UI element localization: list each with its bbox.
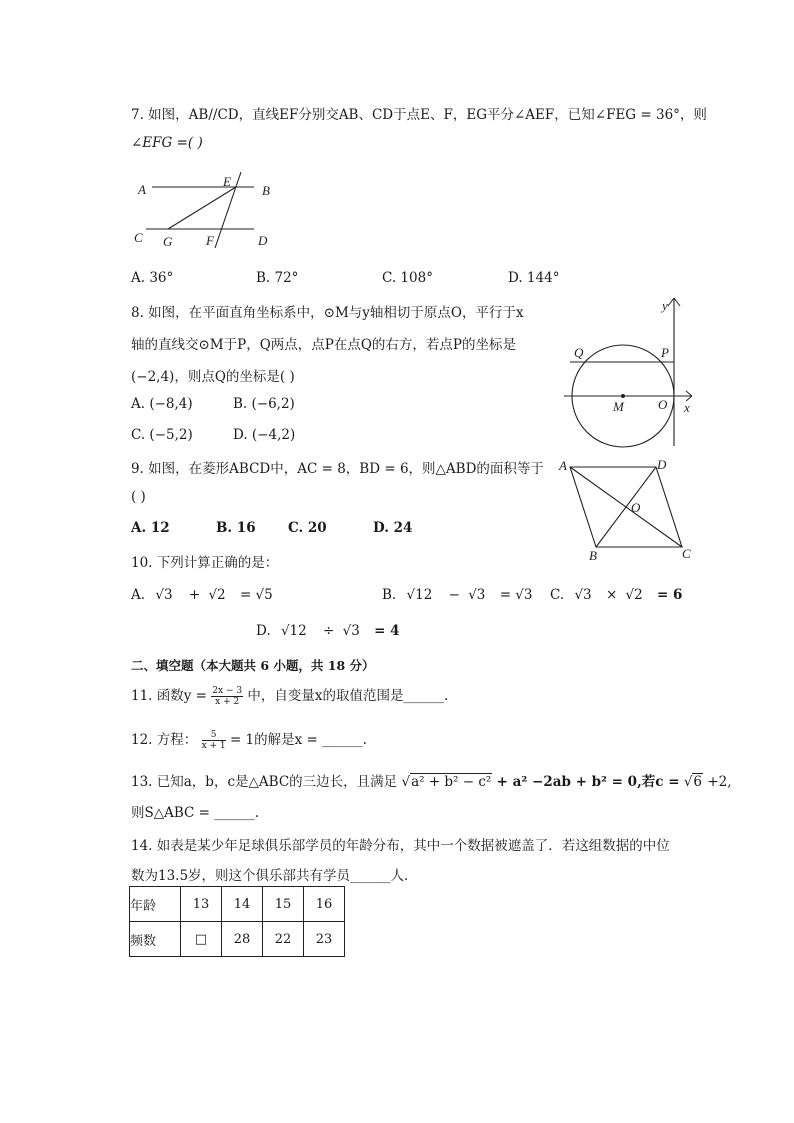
q8-option-d: D. (−4,2) <box>233 427 296 443</box>
q9-option-c: C. 20 <box>288 520 327 536</box>
q12 <box>131 728 367 751</box>
q12-fraction <box>202 730 226 751</box>
q14-frequency-table <box>129 886 345 957</box>
table-cell: 15 <box>263 887 304 922</box>
q13-c-suffix: +2, <box>707 774 732 790</box>
q10-option-c-term2: √2 <box>625 587 643 603</box>
q9-label-c: C <box>682 546 691 561</box>
q9-label-o: O <box>631 500 641 515</box>
q12-prefix: 12. 方程： <box>131 732 198 748</box>
q12-denominator: x + 1 <box>201 741 226 751</box>
q10-option-c-operator: × <box>605 587 618 603</box>
table-cell: □ <box>181 922 222 957</box>
q8-center-m <box>621 394 625 398</box>
q10-option-d-term2: √3 <box>342 623 360 639</box>
q8-option-b: B. (−6,2) <box>233 396 295 412</box>
q10-option-c-term1: √3 <box>574 587 592 603</box>
q7-option-d: D. 144° <box>508 270 560 286</box>
q7-label-f: F <box>206 233 214 248</box>
q11-denominator: x + 2 <box>215 697 240 707</box>
q13-line1 <box>131 770 732 790</box>
q7-label-g: G <box>163 234 173 249</box>
table-cell: 13 <box>181 887 222 922</box>
q7-label-c: C <box>134 230 143 245</box>
table-cell: 16 <box>304 887 345 922</box>
q7-option-a: A. 36° <box>131 270 174 286</box>
q10-option-b-term2: √3 <box>468 587 486 603</box>
q14-stem-line2: 数为13.5岁，则这个俱乐部共有学员______人． <box>131 868 418 884</box>
table-cell: 14 <box>222 887 263 922</box>
q10-option-a-term2: √2 <box>208 587 226 603</box>
q11 <box>131 684 448 707</box>
q11-numerator: 2x − 3 <box>212 686 243 696</box>
q12-suffix: = 1的解是x = ______. <box>229 732 367 748</box>
q9-option-b: B. 16 <box>216 520 256 536</box>
q10-option-c <box>550 587 682 603</box>
q13-line2: 则S△ABC = ______. <box>131 805 260 821</box>
q10-option-d <box>256 623 400 639</box>
q8-label-x: x <box>684 400 690 415</box>
q13-c-value: √6 <box>683 774 703 790</box>
q9-label-b: B <box>589 548 597 563</box>
q8-figure <box>556 296 706 448</box>
q10-option-a-result: = √5 <box>239 587 273 603</box>
q13-radical: √a² + b² − c² <box>401 774 492 790</box>
q11-suffix: 中，自变量x的取值范围是______. <box>247 688 449 704</box>
q10-option-b <box>382 587 533 603</box>
q8-label-y: y <box>662 298 668 313</box>
q8-stem-line1: 8. 如图，在平面直角坐标系中，⊙M与y轴相切于原点O，平行于x <box>131 305 524 321</box>
q14-stem-line1: 14. 如表是某少年足球俱乐部学员的年龄分布，其中一个数据被遮盖了．若这组数据的中位 <box>131 838 670 854</box>
q13-equation: + a² −2ab + b² = 0,若c = <box>496 774 680 790</box>
table-row <box>130 922 345 957</box>
q7-label-a: A <box>138 182 146 197</box>
table-cell: 23 <box>304 922 345 957</box>
table-cell: 22 <box>263 922 304 957</box>
q10-option-c-label: C. <box>550 587 565 603</box>
q11-fraction <box>211 686 243 707</box>
q13-radicand: a² + b² − c² <box>411 774 492 790</box>
q7-option-c: C. 108° <box>382 270 433 286</box>
q10-option-b-operator: − <box>448 587 460 603</box>
q10-option-b-label: B. <box>382 587 397 603</box>
q10-option-a-label: A. <box>131 587 146 603</box>
q8-option-c: C. (−5,2) <box>131 427 193 443</box>
q13-c-radicand: 6 <box>693 774 703 790</box>
q10-option-a-term1: √3 <box>155 587 173 603</box>
table-cell: 年龄 <box>130 887 181 922</box>
table-row <box>130 887 345 922</box>
q7-option-b: B. 72° <box>256 270 299 286</box>
q7-label-d: D <box>258 233 268 248</box>
q9-option-a: A. 12 <box>131 520 170 536</box>
q10-option-d-result: = 4 <box>374 623 400 639</box>
table-cell: 28 <box>222 922 263 957</box>
q7-label-e: E <box>223 174 231 189</box>
q9-stem-line1: 9. 如图，在菱形ABCD中，AC = 8，BD = 6，则△ABD的面积等于 <box>131 461 544 477</box>
q13-prefix: 13. 已知a，b，c是△ABC的三边长，且满足 <box>131 774 398 790</box>
q8-label-m: M <box>613 399 624 414</box>
q8-option-a: A. (−8,4) <box>131 396 193 412</box>
q9-label-d: D <box>657 457 667 472</box>
q10-option-b-result: = √3 <box>499 587 533 603</box>
q9-diagonal-bd <box>596 467 656 547</box>
q8-label-p: P <box>661 345 669 360</box>
q7-line-eg <box>168 187 236 229</box>
q8-label-q: Q <box>574 345 584 360</box>
section-2-title: 二、填空题（本大题共 6 小题，共 18 分） <box>131 658 375 673</box>
q10-option-d-label: D. <box>256 623 271 639</box>
q8-stem-line3: (−2,4)，则点Q的坐标是( ) <box>131 369 295 385</box>
q9-label-a: A <box>559 458 567 473</box>
q7-stem-line1: 7. 如图，AB//CD，直线EF分别交AB、CD于点E、F，EG平分∠AEF，已知∠FEG = 36°，则 <box>131 107 707 123</box>
q12-numerator: 5 <box>202 730 226 741</box>
table-cell: 频数 <box>130 922 181 957</box>
q10-option-d-operator: ÷ <box>323 623 335 639</box>
q7-stem-line2: ∠EFG =( ) <box>131 135 203 151</box>
q10-option-a-operator: + <box>188 587 201 603</box>
q8-label-o: O <box>658 397 668 412</box>
q7-figure <box>130 170 280 255</box>
q11-prefix: 11. 函数y = <box>131 688 207 704</box>
q9-figure <box>556 455 696 565</box>
q8-stem-line2: 轴的直线交⊙M于P，Q两点，点P在点Q的右方，若点P的坐标是 <box>131 337 517 353</box>
q10-option-b-term1: √12 <box>406 587 433 603</box>
q10-stem: 10. 下列计算正确的是： <box>131 555 279 571</box>
q10-option-d-term1: √12 <box>280 623 307 639</box>
q7-label-b: B <box>262 183 270 198</box>
q10-option-c-result: = 6 <box>657 587 683 603</box>
q10-option-a <box>131 587 273 603</box>
q9-option-d: D. 24 <box>373 520 413 536</box>
q9-stem-line2: ( ) <box>131 489 146 505</box>
